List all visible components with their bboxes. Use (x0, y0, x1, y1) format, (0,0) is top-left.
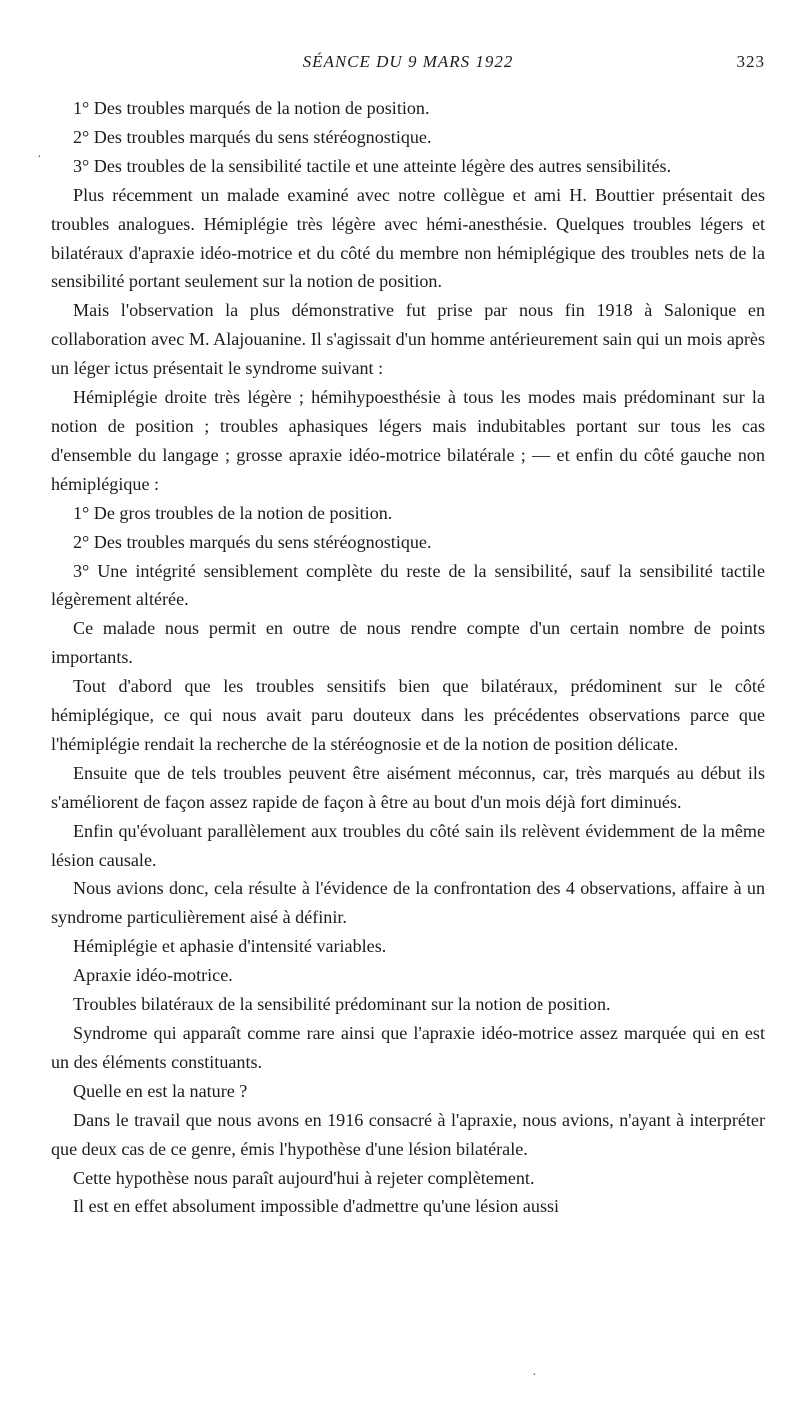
page (51, 52, 765, 1221)
paragraph-9: 3° Une intégrité sensiblement complète du reste de la sensibilité, sauf la sensibilité tactile légèrement altérée. (51, 560, 765, 610)
paragraph-12: Ensuite que de tels troubles peuvent être aisément méconnus, car, très marqués au début ils s'améliorent de façon assez rapide de façon à être au bout d'un mois déjà fort diminués. (51, 762, 765, 812)
page-number: 323 (736, 52, 765, 71)
body-text (51, 94, 765, 1221)
margin-mark: · (37, 150, 42, 165)
paragraph-5: Mais l'observation la plus démonstrative fut prise par nous fin 1918 à Salonique en collaboration avec M. Alajouanine. Il s'agissait d'un homme antérieurement sain qui un mois après un léger ictus présentait le syndrome suivant : (51, 300, 765, 379)
paragraph-7: 1° De gros troubles de la notion de position. (73, 502, 393, 523)
paragraph-4: Plus récemment un malade examiné avec notre collègue et ami H. Bouttier présentait des troubles analogues. Hémiplégie très légère avec hémi-anesthésie. Quelques troubles légers et bilatéraux d'apraxie idéo-motrice et du côté du membre non hémiplégique des troubles nets de la sensibilité portant seulement sur la notion de position. (51, 184, 765, 292)
paragraph-10: Ce malade nous permit en outre de nous rendre compte d'un certain nombre de points importants. (51, 618, 765, 668)
scan-speck: · (532, 1368, 537, 1383)
paragraph-19: Quelle en est la nature ? (73, 1080, 248, 1101)
running-head (51, 52, 765, 78)
paragraph-15: Hémiplégie et aphasie d'intensité variables. (73, 936, 387, 957)
paragraph-14: Nous avions donc, cela résulte à l'évidence de la confrontation des 4 observations, affaire à un syndrome particulièrement aisé à définir. (51, 878, 765, 928)
paragraph-17: Troubles bilatéraux de la sensibilité prédominant sur la notion de position. (73, 994, 611, 1015)
paragraph-16: Apraxie idéo-motrice. (73, 965, 233, 986)
paragraph-13: Enfin qu'évoluant parallèlement aux troubles du côté sain ils relèvent évidemment de la même lésion causale. (51, 820, 765, 870)
paragraph-11: Tout d'abord que les troubles sensitifs bien que bilatéraux, prédominent sur le côté hémiplégique, ce qui nous avait paru douteux dans les précédentes observations parce que l'hémiplégie rendait la recherche de la stéréognosie et de la notion de position délicate. (51, 676, 765, 754)
running-title: SÉANCE DU 9 MARS 1922 (302, 52, 514, 71)
paragraph-6: Hémiplégie droite très légère ; hémihypoesthésie à tous les modes mais prédominant sur la notion de position ; troubles aphasiques légers mais indubitables portant sur tous les cas d'ensemble du langage ; grosse apraxie idéo-motrice bilatérale ; — et enfin du côté gauche non hémiplégique : (51, 387, 765, 494)
paragraph-20: Dans le travail que nous avons en 1916 consacré à l'apraxie, nous avions, n'ayant à interpréter que deux cas de ce genre, émis l'hypothèse d'une lésion bilatérale. (51, 1109, 765, 1159)
paragraph-8: 2° Des troubles marqués du sens stéréognostique. (73, 531, 432, 552)
paragraph-1: 1° Des troubles marqués de la notion de position. (73, 98, 430, 118)
paragraph-2: 2° Des troubles marqués du sens stéréognostique. (73, 126, 432, 147)
paragraph-3: 3° Des troubles de la sensibilité tactile et une atteinte légère des autres sensibilités. (73, 155, 672, 176)
paragraph-21: Cette hypothèse nous paraît aujourd'hui à rejeter complètement. (73, 1167, 535, 1188)
paragraph-22: Il est en effet absolument impossible d'admettre qu'une lésion aussi (73, 1196, 560, 1217)
paragraph-18: Syndrome qui apparaît comme rare ainsi que l'apraxie idéo-motrice assez marquée qui en est un des éléments constituants. (51, 1023, 765, 1072)
